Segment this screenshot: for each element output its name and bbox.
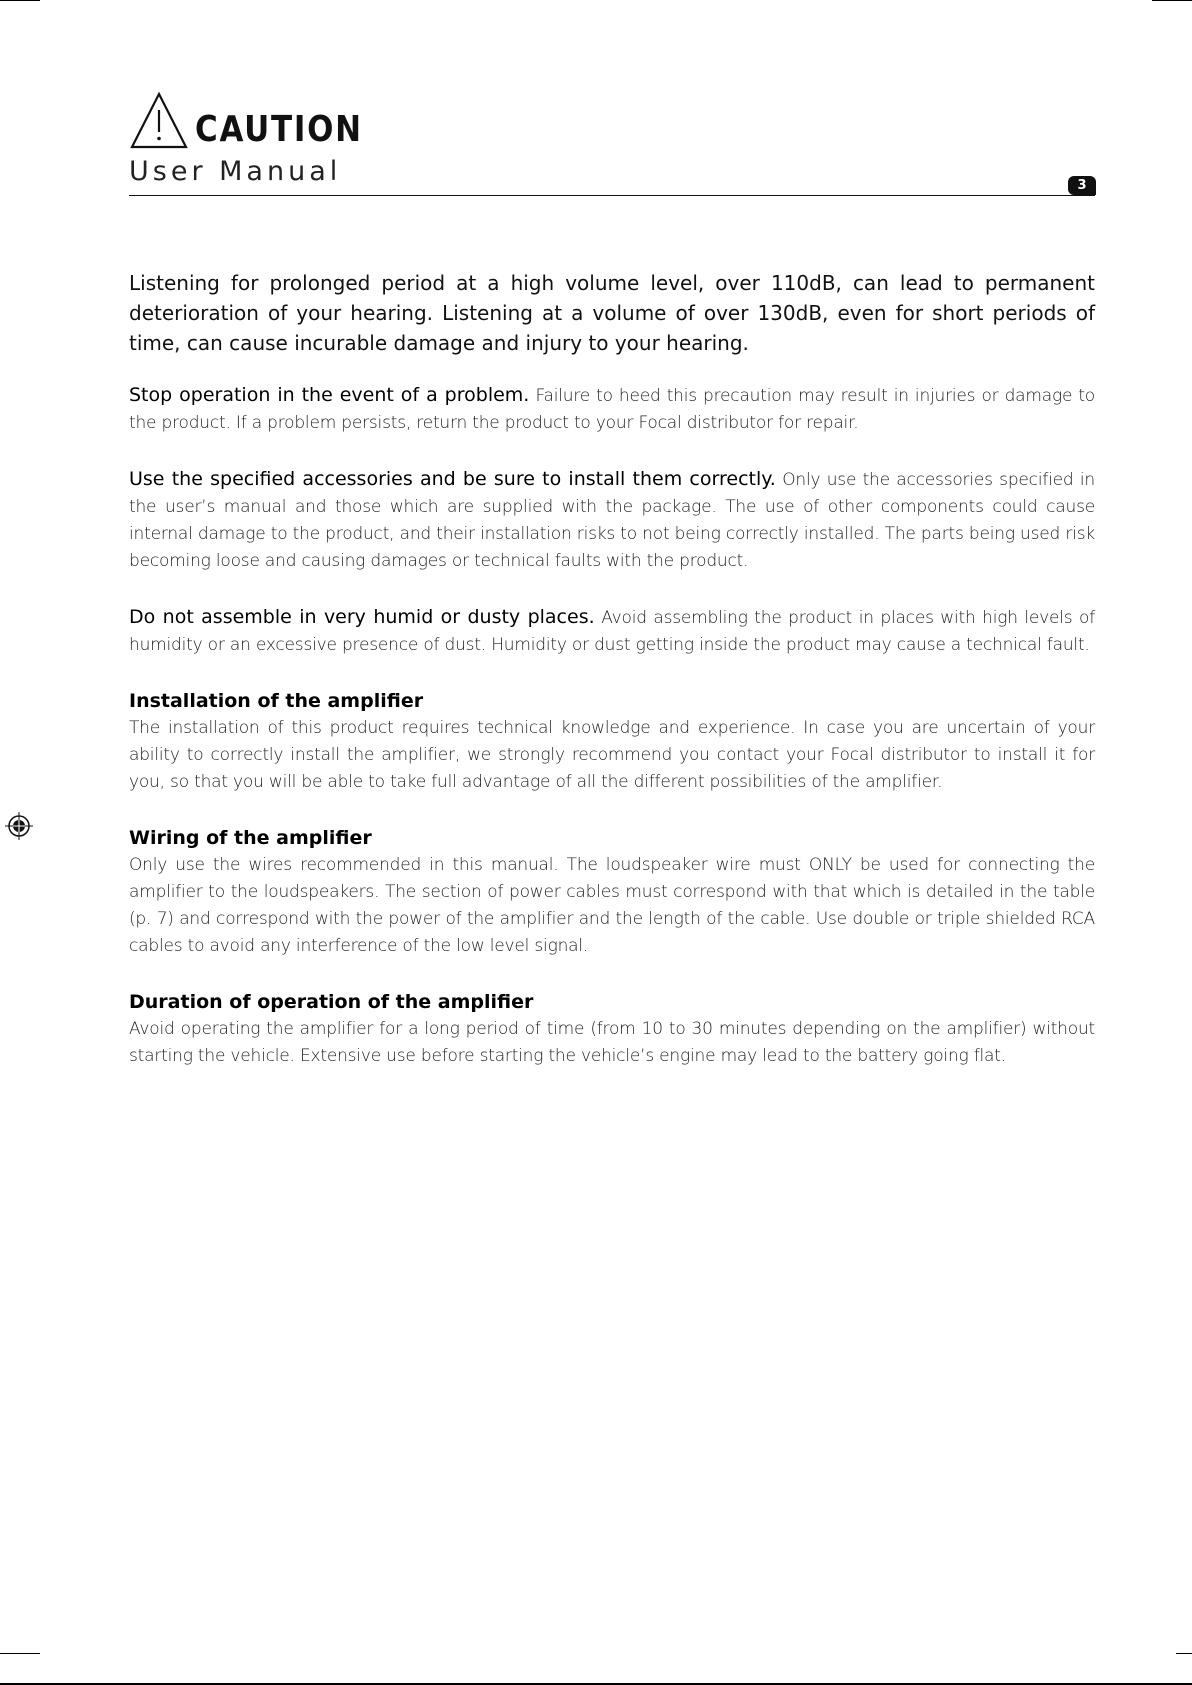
- precaution-text: Failure to heed this precaution may result in injuries or damage to the product. If a problem persists, return the product to your Focal distributor for repair.: [129, 386, 1095, 433]
- crop-mark-bottom-left: [0, 1653, 40, 1654]
- section-body: Only use the wires recommended in this manual. The loudspeaker wire must ONLY be used for connecting the amplifier to the loudspeakers. The section of power cables must correspond with that which is detailed in the table (p. 7) and correspond with the power of the amplifier and the length of the cable. Use double or triple shielded RCA cables to avoid any interference of the low level signal.: [129, 855, 1095, 956]
- section-body: The installation of this product requires technical knowledge and experience. In case you are uncertain of your ability to correctly install the amplifier, we strongly recommend you contact your Focal distributor to install it for you, so that you will be able to take full advantage of all the different possibilities of the amplifier.: [129, 718, 1095, 792]
- caution-heading: [129, 88, 390, 150]
- precaution-heading: Do not assemble in very humid or dusty places.: [129, 606, 595, 628]
- section-wiring: [129, 825, 1095, 960]
- precaution-text: Avoid assembling the product in places with high levels of humidity or an excessive presence of dust. Humidity or dust getting inside the product may cause a technical fault.: [129, 608, 1095, 655]
- page-header: [129, 88, 1095, 198]
- manual-title: User Manual: [129, 156, 342, 187]
- page-number-badge: 3: [1068, 176, 1096, 195]
- precaution-humid-dusty: [129, 604, 1095, 659]
- caution-label: CAUTION: [195, 109, 363, 150]
- crop-mark-top-left: [0, 0, 40, 1]
- precaution-heading: Stop operation in the event of a problem.: [129, 384, 530, 406]
- precaution-heading: Use the specified accessories and be sure to install them correctly.: [129, 468, 776, 490]
- section-title: Installation of the amplifier: [129, 690, 424, 712]
- warning-triangle-icon: [129, 90, 189, 150]
- section-title: Duration of operation of the amplifier: [129, 991, 534, 1013]
- registration-mark-icon: [4, 811, 34, 841]
- crop-mark-top-right: [1152, 0, 1192, 1]
- crop-mark-bottom-right: [1176, 1653, 1192, 1654]
- hearing-warning: Listening for prolonged period at a high volume level, over 110dB, can lead to permanent deterioration of your hearing. Listening at a volume of over 130dB, even for short periods of time, can cause incurable damage and injury to your hearing.: [129, 271, 1095, 355]
- precaution-text: Only use the accessories specified in the user’s manual and those which are supplied with the package. The use of other components could cause internal damage to the product, and their installation risks to not being correctly installed. The parts being used risk becoming loose and causing damages or technical faults with the product.: [129, 470, 1095, 571]
- section-body: Avoid operating the amplifier for a long period of time (from 10 to 30 minutes depending on the amplifier) without starting the vehicle. Extensive use before starting the vehicle’s engine may lead to the battery going flat.: [129, 1019, 1095, 1066]
- section-duration: [129, 989, 1095, 1070]
- section-title: Wiring of the amplifier: [129, 827, 372, 849]
- precaution-accessories: [129, 466, 1095, 575]
- header-divider: [129, 195, 1095, 196]
- section-installation: [129, 688, 1095, 796]
- caution-content: [129, 268, 1095, 1099]
- precaution-stop-operation: [129, 382, 1095, 437]
